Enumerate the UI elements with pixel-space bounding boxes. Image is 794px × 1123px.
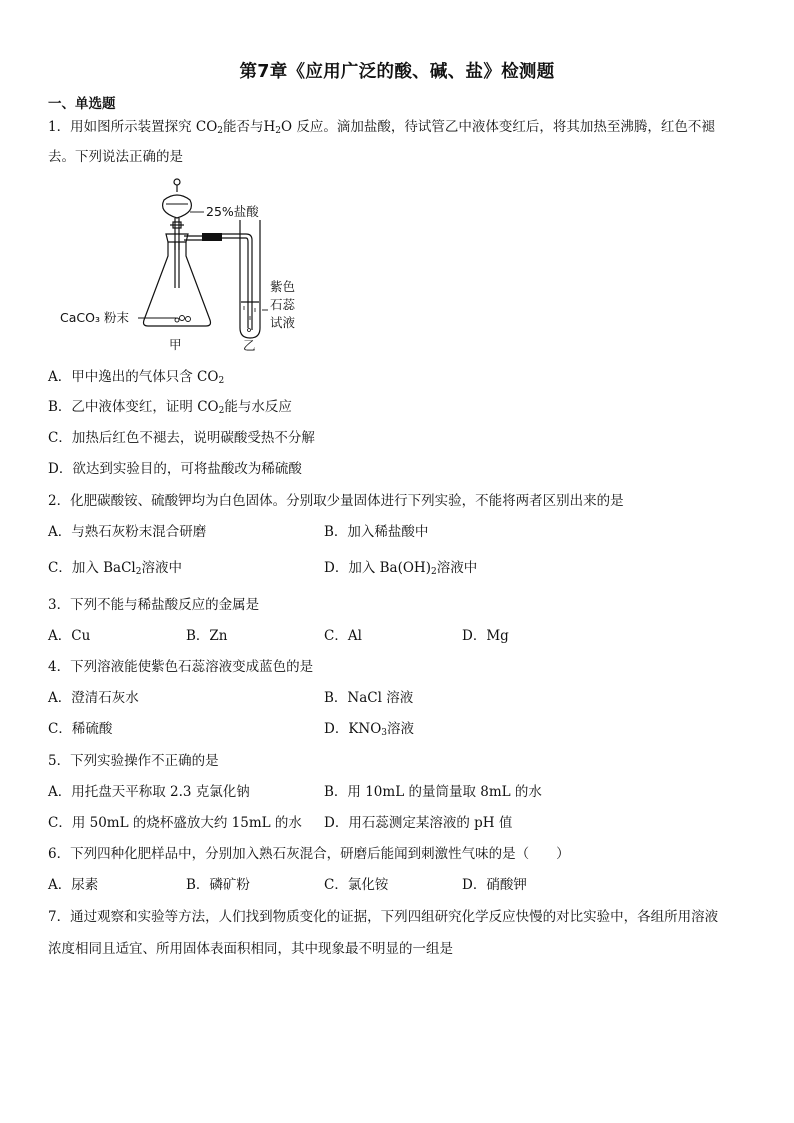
q4-stem: 4．下列溶液能使紫色石蕊溶液变成蓝色的是 <box>48 659 314 675</box>
q2-stem: 2．化肥碳酸铵、硫酸钾均为白色固体。分别取少量固体进行下列实验，不能将两者区别出来的是 <box>48 493 624 509</box>
q6-option-b[interactable]: B．磷矿粉 <box>186 877 250 893</box>
q6-option-d[interactable]: D．硝酸钾 <box>462 877 527 893</box>
indicator-label-2: 石蕊 <box>270 297 296 312</box>
q2-option-a[interactable]: A．与熟石灰粉末混合研磨 <box>48 524 207 540</box>
q1-stem-line1: 1．用如图所示装置探究 $CO_2$能否与$H_2O$ 反应。滴加盐酸，待试管乙中液体变红后，将其加热至沸腾，红色不褪 <box>48 119 715 136</box>
q1-option-b[interactable]: B．乙中液体变红，证明 $CO_2$能与水反应 <box>48 399 292 416</box>
indicator-label-3: 试液 <box>270 315 296 330</box>
powder-label: CaCO₃ 粉末 <box>60 310 129 325</box>
q4-option-c[interactable]: C．稀硫酸 <box>48 721 113 737</box>
q3-option-d[interactable]: D．Mg <box>462 628 509 644</box>
q2-option-b[interactable]: B．加入稀盐酸中 <box>324 524 429 540</box>
q6-stem: 6．下列四种化肥样品中，分别加入熟石灰混合，研磨后能闻到刺激性气味的是（ ） <box>48 846 570 862</box>
q5-option-c[interactable]: C．用 50mL 的烧杯盛放大约 15mL 的水 <box>48 815 302 831</box>
q4-option-b[interactable]: B．NaCl 溶液 <box>324 690 414 706</box>
acid-label: 25%盐酸 <box>206 204 259 219</box>
q1-option-d[interactable]: D．欲达到实验目的，可将盐酸改为稀硫酸 <box>48 461 302 477</box>
indicator-label-1: 紫色 <box>270 279 296 294</box>
q1-stem-line2: 去。下列说法正确的是 <box>48 149 183 165</box>
q5-option-a[interactable]: A．用托盘天平称取 2.3 克氯化钠 <box>48 784 250 800</box>
q1-option-a[interactable]: A．甲中逸出的气体只含 $CO_2$ <box>48 369 225 386</box>
q5-option-d[interactable]: D．用石蕊测定某溶液的 pH 值 <box>324 815 513 831</box>
flask-label: 甲 <box>169 337 182 352</box>
q3-option-b[interactable]: B．Zn <box>186 628 228 644</box>
apparatus-figure <box>56 178 316 358</box>
q2-option-c[interactable]: C．加入 BaCl$_2$溶液中 <box>48 560 182 577</box>
q5-stem: 5．下列实验操作不正确的是 <box>48 753 219 769</box>
section-heading: 一、单选题 <box>48 96 116 112</box>
q3-option-a[interactable]: A．Cu <box>48 628 91 644</box>
q3-option-c[interactable]: C．Al <box>324 628 362 644</box>
q2-option-d[interactable]: D．加入 $Ba(OH)_2$溶液中 <box>324 560 478 577</box>
q7-stem-line1: 7．通过观察和实验等方法，人们找到物质变化的证据，下列四组研究化学反应快慢的对比实验中，各组所用溶液 <box>48 909 719 925</box>
q4-option-d[interactable]: D．$KNO_3$溶液 <box>324 721 415 738</box>
q4-option-a[interactable]: A．澄清石灰水 <box>48 690 139 706</box>
q1-option-c[interactable]: C．加热后红色不褪去，说明碳酸受热不分解 <box>48 430 315 446</box>
q6-option-a[interactable]: A．尿素 <box>48 877 99 893</box>
q6-option-c[interactable]: C．氯化铵 <box>324 877 389 893</box>
q3-stem: 3．下列不能与稀盐酸反应的金属是 <box>48 597 260 613</box>
q5-option-b[interactable]: B．用 10mL 的量筒量取 8mL 的水 <box>324 784 542 800</box>
page-title: 第7章《应用广泛的酸、碱、盐》检测题 <box>239 62 555 82</box>
q7-stem-line2: 浓度相同且适宜、所用固体表面积相同，其中现象最不明显的一组是 <box>48 941 453 957</box>
tube-label: 乙 <box>243 338 256 353</box>
